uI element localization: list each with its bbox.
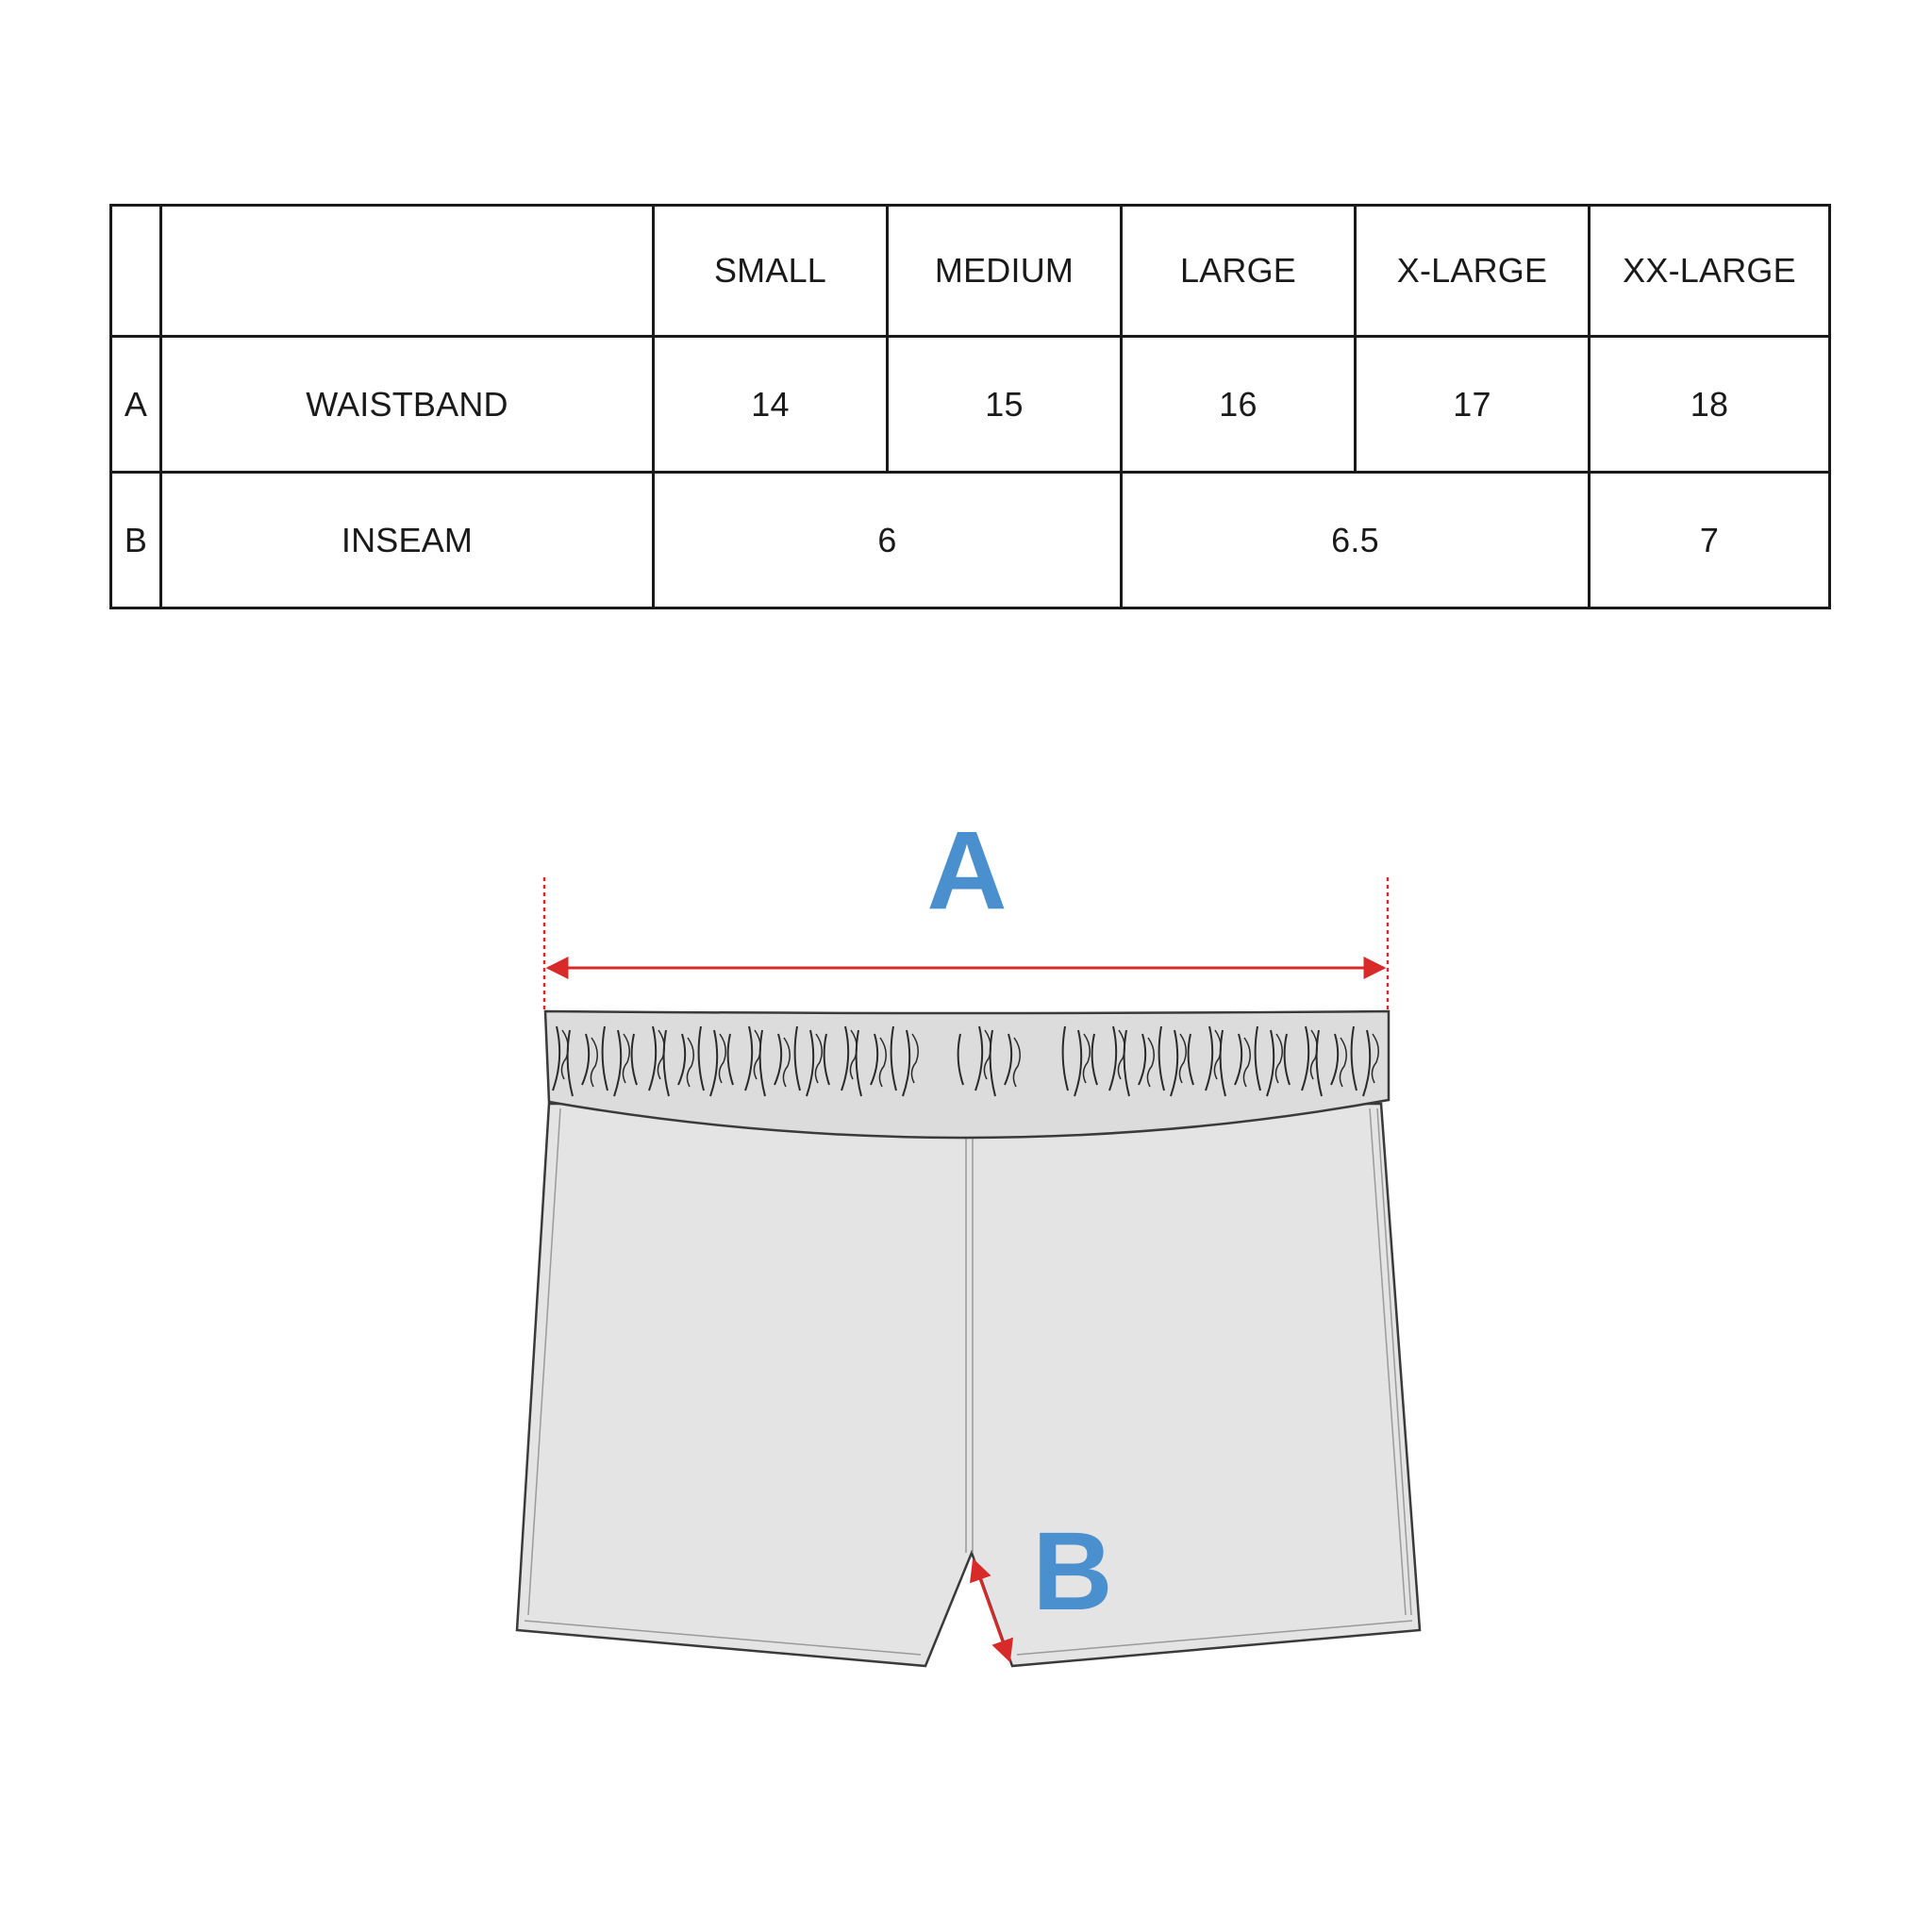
row-name-waistband: WAISTBAND	[161, 337, 654, 473]
row-key-a: A	[111, 337, 161, 473]
header-size-medium: MEDIUM	[888, 206, 1122, 337]
inseam-small-medium: 6	[654, 473, 1122, 608]
header-size-x-large: X-LARGE	[1356, 206, 1590, 337]
shorts-body	[517, 1104, 1420, 1666]
row-name-inseam: INSEAM	[161, 473, 654, 608]
label-a: A	[926, 808, 1008, 933]
header-size-large: LARGE	[1122, 206, 1356, 337]
waistband-xx-large: 18	[1590, 337, 1830, 473]
inseam-xx-large: 7	[1590, 473, 1830, 608]
waistband-medium: 15	[888, 337, 1122, 473]
waistband	[545, 1011, 1389, 1138]
shorts-illustration	[517, 1011, 1420, 1666]
measurement-a	[544, 808, 1388, 1011]
waistband-small: 14	[654, 337, 888, 473]
label-b: B	[1032, 1509, 1113, 1634]
header-size-xx-large: XX-LARGE	[1590, 206, 1830, 337]
inseam-large-x-large: 6.5	[1122, 473, 1590, 608]
waistband-large: 16	[1122, 337, 1356, 473]
row-key-b: B	[111, 473, 161, 608]
header-size-small: SMALL	[654, 206, 888, 337]
waistband-x-large: 17	[1356, 337, 1590, 473]
